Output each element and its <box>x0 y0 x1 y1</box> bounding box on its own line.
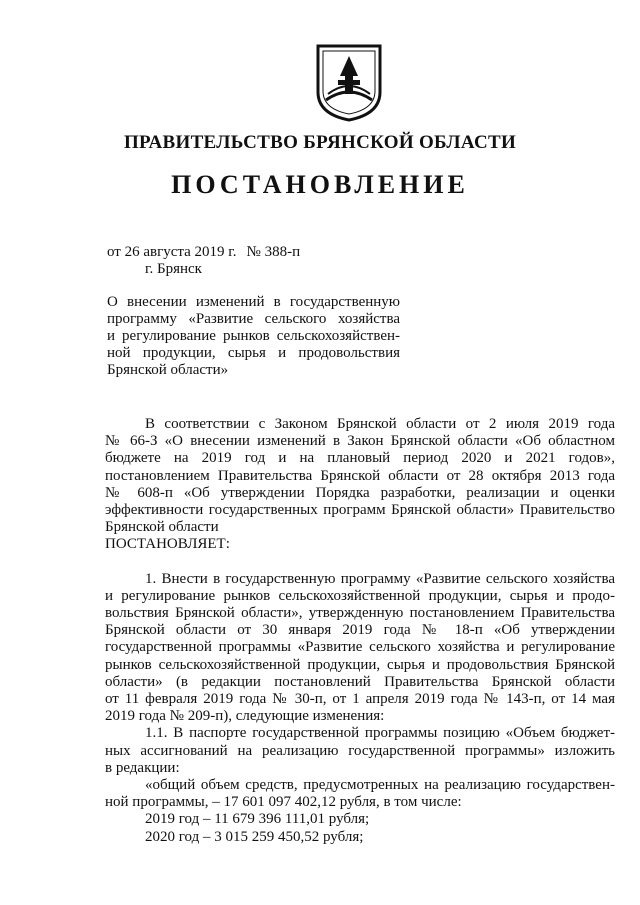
paragraph-line: 1.1. В паспорте государственной программы позицию «Объем бюджет- <box>145 725 615 742</box>
paragraph-line: и регулирование рынков сельскохозяйственной продукции, сырья и продо- <box>105 587 615 604</box>
preamble-paragraph <box>105 416 615 536</box>
subject-line: и регулирование рынков сельскохозяйствен- <box>107 328 400 344</box>
paragraph-line: «общий объем средств, предусмотренных на реализацию государствен- <box>145 777 615 794</box>
paragraph-line: эффективности государственных программ Брянской области» Правительство <box>105 502 615 519</box>
paragraph-line: В соответствии с Законом Брянской области от 2 июля 2019 года <box>145 416 615 432</box>
subject-line: ной продукции, сырья и продовольствия <box>107 345 400 361</box>
paragraph-line: № 66-З «О внесении изменений в Закон Брянской области «Об областном <box>105 433 615 450</box>
paragraph-line: ной программы, – 17 601 097 402,12 рубля, в том числе: <box>105 794 462 811</box>
subject-line: О внесении изменений в государственную <box>107 294 400 310</box>
document-subject <box>107 294 400 379</box>
paragraph-line: № 608-п «Об утверждении Порядка разработки, реализации и оценки <box>105 484 615 501</box>
paragraph-line: области» (в редакции постановлений Правительства Брянской области <box>105 673 615 690</box>
item-1-1-paragraph <box>105 725 615 777</box>
paragraph-line: 2019 год – 11 679 396 111,01 рубля; <box>145 811 370 828</box>
paragraph-line: ных ассигнований на реализацию государственной программы» изложить <box>105 742 615 759</box>
subject-line: программу «Развитие сельского хозяйства <box>107 311 400 327</box>
document-type-title: ПОСТАНОВЛЕНИЕ <box>171 170 469 199</box>
coat-of-arms-icon <box>314 40 384 122</box>
document-body <box>105 416 615 846</box>
organization-name: ПРАВИТЕЛЬСТВО БРЯНСКОЙ ОБЛАСТИ <box>123 132 517 153</box>
paragraph-line: от 11 февраля 2019 года № 30-п, от 1 апреля 2019 года № 143-п, от 14 мая <box>105 691 615 708</box>
subject-line: Брянской области» <box>107 362 229 378</box>
paragraph-line: в редакции: <box>105 759 180 776</box>
quoted-amendment <box>105 777 615 846</box>
document-city: г. Брянск <box>145 261 202 277</box>
paragraph-line: государственной программы «Развитие сельского хозяйства и регулирование <box>105 639 615 656</box>
paragraph-line: 1. Внести в государственную программу «Развитие сельского хозяйства <box>145 570 615 587</box>
decree-word: ПОСТАНОВЛЯЕТ: <box>105 536 230 553</box>
paragraph-line: бюджете на 2019 год и на плановый период 2020 и 2021 годов», <box>105 450 615 467</box>
paragraph-line: вольствия Брянской области», утвержденную постановлением Правительства <box>105 605 615 622</box>
paragraph-line: постановлением Правительства Брянской области от 28 октября 2013 года <box>105 467 615 484</box>
paragraph-line: 2019 года № 209-п), следующие изменения: <box>105 708 385 725</box>
paragraph-line: Брянской области <box>105 519 219 536</box>
document-date-line <box>107 244 300 261</box>
document-number: № 388-п <box>246 244 301 260</box>
document-date: от 26 августа 2019 г. <box>107 244 237 260</box>
paragraph-line: рынков сельскохозяйственной продукции, сырья и продовольствия Брянской <box>105 656 615 673</box>
item-1-paragraph <box>105 571 615 726</box>
paragraph-line: 2020 год – 3 015 259 450,52 рубля; <box>145 828 364 845</box>
paragraph-line: Брянской области от 30 января 2019 года № 18-п «Об утверждении <box>105 622 615 639</box>
